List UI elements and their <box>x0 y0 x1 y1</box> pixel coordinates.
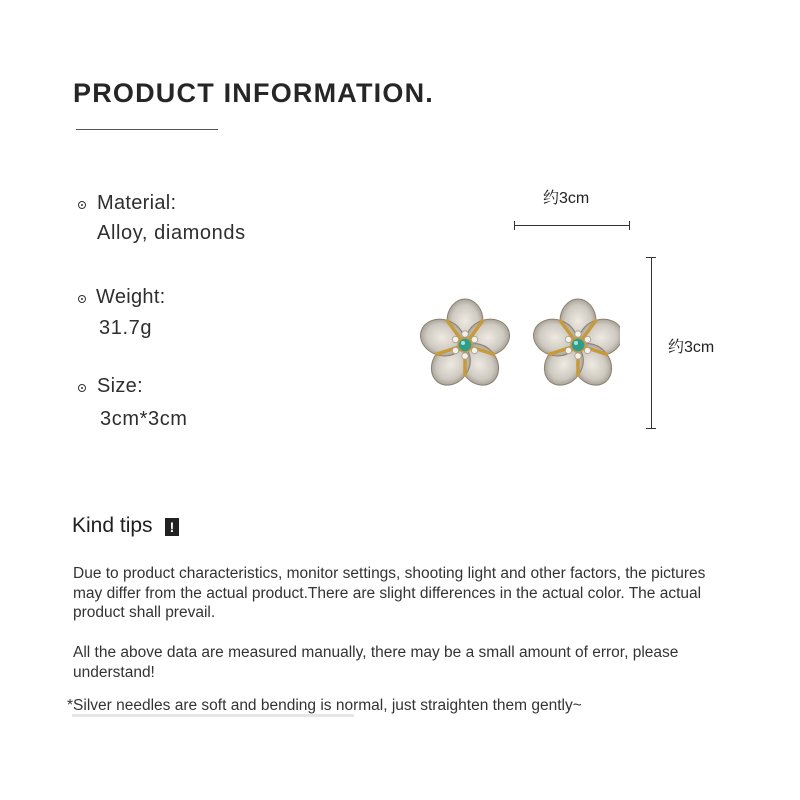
tips-paragraph-1: Due to product characteristics, monitor settings, shooting light and other factors, the pictures may differ from the actual product.There are slight differences in the actual color. The actual product shall prevail. <box>73 565 706 621</box>
material-bullet-icon <box>78 201 86 209</box>
earrings-product-image <box>420 290 620 400</box>
tips-note: *Silver needles are soft and bending is normal, just straighten them gently~ <box>67 697 582 714</box>
width-dimension-tick-left <box>514 221 515 230</box>
page-title: PRODUCT INFORMATION. <box>73 78 434 108</box>
height-dimension-tick-bottom <box>646 428 656 429</box>
width-dimension-label: 约3cm <box>543 190 590 207</box>
left-earring-icon <box>420 299 514 393</box>
size-bullet-icon <box>78 384 86 392</box>
width-dimension-line <box>514 225 630 226</box>
height-dimension-tick-top <box>646 257 656 258</box>
material-label: Material: <box>97 192 177 214</box>
size-label: Size: <box>97 375 143 397</box>
weight-bullet-icon <box>78 295 86 303</box>
tips-paragraph-2: All the above data are measured manually, there may be a small amount of error, please understand! <box>73 644 679 681</box>
height-dimension-label: 约3cm <box>668 339 715 356</box>
right-earring-icon <box>529 299 620 393</box>
exclamation-icon: ! <box>165 518 179 536</box>
weight-value: 31.7g <box>99 317 153 339</box>
width-dimension-tick-right <box>629 221 630 230</box>
kind-tips-heading: Kind tips <box>72 514 153 537</box>
size-value: 3cm*3cm <box>100 408 188 430</box>
material-value: Alloy, diamonds <box>97 222 246 244</box>
title-divider <box>76 129 218 130</box>
weight-label: Weight: <box>96 286 166 308</box>
height-dimension-line <box>651 257 652 429</box>
